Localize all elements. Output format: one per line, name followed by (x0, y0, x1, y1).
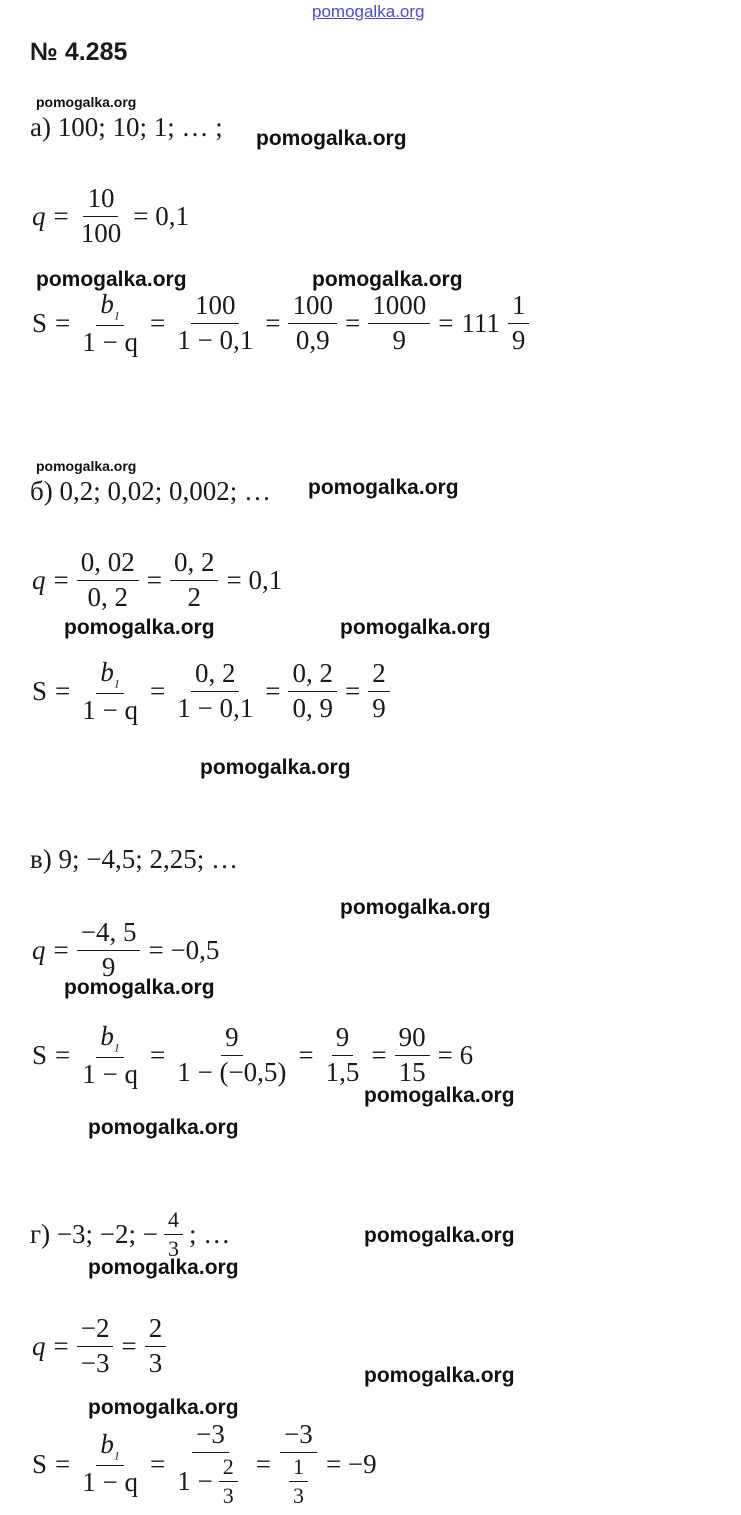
top-watermark-link[interactable]: pomogalka.org (312, 2, 425, 21)
part-a-q-formula: q = $\frac{10}{100}$ = 0,1 (32, 183, 189, 248)
watermark: pomogalka.org (36, 94, 137, 110)
watermark: pomogalka.org (88, 1396, 239, 1419)
part-c-q-formula: q = $\frac{-4, 5}{9}$ = −0,5 (32, 917, 220, 982)
watermark: pomogalka.org (340, 616, 491, 639)
part-a-s-formula: S = $\frac{b_1}{1 - q}$ = $\frac{100}{1 - 0,1}$ = $\frac{100}{0,9}$ = $\frac{1000}{9}$ = 111 $\frac{1}{9}$ (28, 290, 533, 357)
watermark: pomogalka.org (64, 976, 215, 999)
part-b-sequence: б) 0,2; 0,02; 0,002; … (30, 476, 271, 506)
part-a-sequence: а) 100; 10; 1; … ; (30, 112, 223, 142)
watermark: pomogalka.org (88, 1116, 239, 1139)
part-d-q-formula: q = $\frac{-2}{-3}$ = $\frac{2}{3}$ (28, 1314, 170, 1378)
watermark: pomogalka.org (308, 476, 459, 499)
watermark: pomogalka.org (312, 268, 463, 291)
watermark: pomogalka.org (36, 268, 187, 291)
watermark: pomogalka.org (364, 1224, 515, 1247)
part-b-q-formula: q = $\frac{0, 02}{0, 2}$ = $\frac{0, 2}{2}$ = 0,1 (32, 547, 283, 612)
part-d-s-formula: S = $\frac{b_1}{1 - q}$ = −3 1 − $\frac{2}{3}$ = $\frac{-3}{\frac{1}{3}}$ = −9 (32, 1419, 377, 1508)
watermark: pomogalka.org (64, 616, 215, 639)
part-c-sequence: в) 9; −4,5; 2,25; … (30, 844, 238, 874)
part-d-sequence: г) −3; −2; − $\frac{4}{3}$ ; … (30, 1207, 231, 1262)
watermark: pomogalka.org (200, 756, 351, 779)
watermark: pomogalka.org (364, 1084, 515, 1107)
problem-title: № 4.285 (30, 38, 128, 66)
part-c-s-formula: S = $\frac{b_1}{1 - q}$ = $\frac{9}{1 - (-0,5)}$ = $\frac{9}{1,5}$ = $\frac{90}{15}$ = 6 (32, 1021, 474, 1089)
watermark: pomogalka.org (364, 1364, 515, 1387)
watermark: pomogalka.org (36, 458, 137, 474)
watermark: pomogalka.org (256, 127, 407, 150)
part-b-s-formula: S = $\frac{b_1}{1 - q}$ = $\frac{0, 2}{1 - 0,1}$ = $\frac{0, 2}{0, 9}$ = $\frac{2}{9}$ (28, 658, 394, 725)
watermark: pomogalka.org (88, 1256, 239, 1279)
watermark: pomogalka.org (340, 896, 491, 919)
